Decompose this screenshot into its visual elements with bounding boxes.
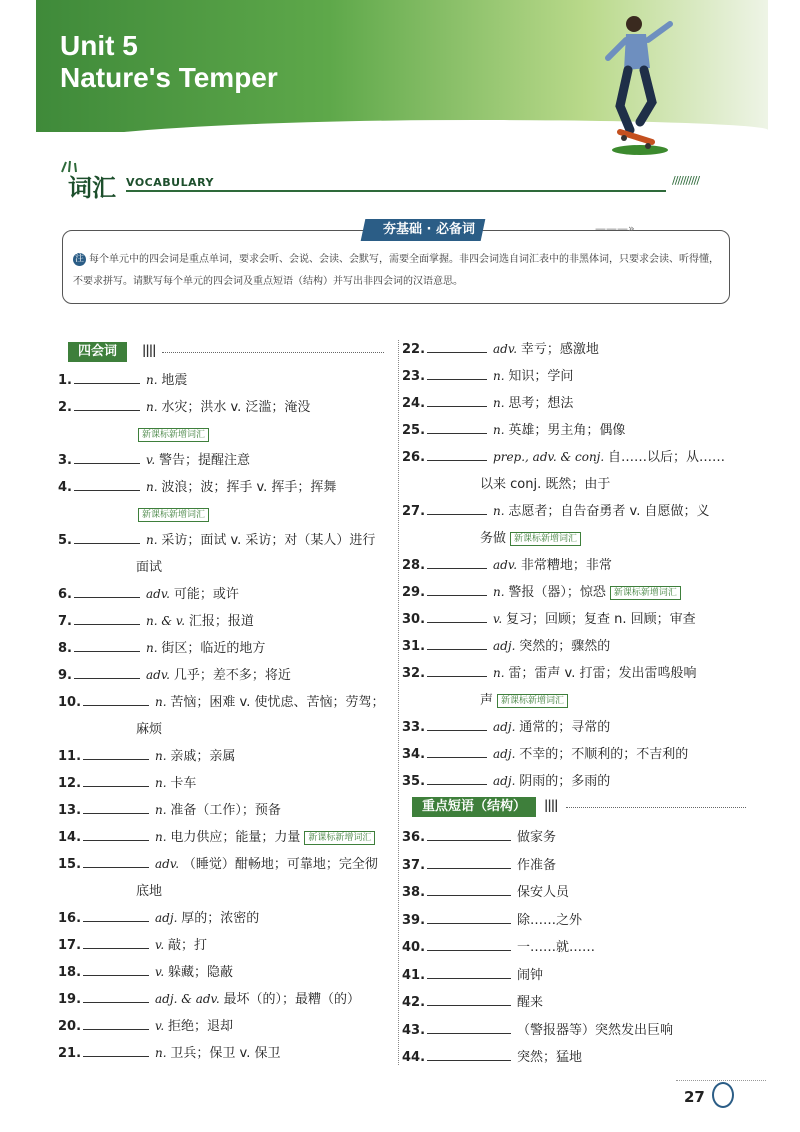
- answer-blank[interactable]: [427, 1019, 511, 1034]
- item-number: 31.: [402, 639, 426, 654]
- vocab-item-continued: [136, 554, 162, 581]
- phrase-meaning: 醒来: [517, 995, 544, 1010]
- phrase-meaning: （警报器等）突然发出巨响: [517, 1022, 674, 1038]
- new-vocabulary-tag: 新课标新增词汇: [304, 831, 375, 845]
- part-of-speech: adj. & adv.: [155, 992, 224, 1006]
- answer-blank[interactable]: [83, 934, 149, 949]
- part-of-speech: n.: [155, 776, 171, 790]
- phrase-item: [402, 824, 556, 851]
- item-number: 24.: [402, 396, 426, 411]
- item-number: 38.: [402, 885, 426, 900]
- vocab-item: [58, 824, 375, 851]
- answer-blank[interactable]: [427, 500, 487, 515]
- answer-blank[interactable]: [74, 369, 140, 384]
- answer-blank[interactable]: [427, 854, 511, 869]
- vocab-item: [402, 606, 696, 633]
- answer-blank[interactable]: [427, 392, 487, 407]
- meaning: 准备（工作）；预备: [170, 803, 281, 818]
- item-number: 14.: [58, 830, 82, 845]
- answer-blank[interactable]: [83, 907, 149, 922]
- part-of-speech: n.: [155, 749, 171, 763]
- phrase-meaning: 突然；猛地: [517, 1050, 583, 1065]
- answer-blank[interactable]: [427, 554, 487, 569]
- item-number: 13.: [58, 803, 82, 818]
- item-number: 11.: [58, 749, 82, 764]
- answer-blank[interactable]: [427, 991, 511, 1006]
- part-of-speech: n.: [145, 641, 162, 655]
- answer-blank[interactable]: [427, 635, 487, 650]
- vocab-item: [58, 608, 254, 635]
- unit-title: Nature's Temper: [60, 62, 278, 93]
- answer-blank[interactable]: [427, 881, 511, 896]
- meaning: 不幸的；不顺利的；不吉利的: [519, 747, 689, 762]
- phrase-meaning: 除……之外: [517, 912, 583, 928]
- phrase-meaning: 闹钟: [517, 967, 544, 983]
- part-of-speech: n.: [145, 533, 162, 547]
- vocabulary-header: [60, 160, 732, 200]
- part-of-speech: adv.: [145, 668, 174, 682]
- part-of-speech: adv.: [493, 558, 521, 572]
- vocab-item: [58, 932, 207, 959]
- meaning: 躲藏；隐蔽: [168, 965, 234, 980]
- part-of-speech: adv.: [155, 857, 183, 871]
- item-number: 26.: [402, 450, 426, 465]
- item-number: 8.: [58, 641, 72, 656]
- phrase-meaning: 做家务: [517, 830, 557, 845]
- new-vocabulary-tag: 新课标新增词汇: [497, 694, 568, 708]
- meaning: 阴雨的；多雨的: [519, 774, 611, 789]
- item-number: 44.: [402, 1050, 426, 1065]
- answer-blank[interactable]: [74, 476, 140, 491]
- part-of-speech: adv.: [493, 342, 521, 356]
- answer-blank[interactable]: [74, 664, 140, 679]
- vocab-item: [402, 714, 610, 741]
- meaning: 复习；回顾；复查 n. 回顾；审查: [506, 612, 696, 627]
- part-of-speech: adj.: [493, 747, 520, 761]
- vocab-item: [402, 336, 599, 363]
- vocab-item: [58, 367, 187, 394]
- meaning: 以来 conj. 既然；由于: [480, 477, 611, 492]
- part-of-speech: v.: [155, 1019, 169, 1033]
- vocab-item: [402, 363, 573, 390]
- item-number: 15.: [58, 857, 82, 872]
- vocab-item: [58, 581, 239, 608]
- meaning: 知识；学问: [508, 369, 574, 384]
- item-number: 33.: [402, 720, 426, 735]
- part-of-speech: n.: [493, 396, 509, 410]
- part-of-speech: n.: [155, 695, 171, 709]
- part-of-speech: prep., adv. & conj.: [493, 450, 609, 464]
- meaning: 英雄；男主角；偶像: [508, 423, 626, 438]
- new-vocabulary-tag: 新课标新增词汇: [510, 532, 581, 546]
- answer-blank[interactable]: [83, 745, 149, 760]
- meaning: 几乎；差不多；将近: [173, 668, 291, 683]
- meaning: 麻烦: [136, 722, 163, 737]
- instruction-body: 每个单元中的四会词是重点单词，要求会听、会说、会读、会默写，需要全面掌握。非四会词选自词汇表中的非黑体词，只要求会读、听得懂，不要求拼写。请默写每个单元的四会词及重点短语（结构）并写出非四会词的汉语意思。: [73, 254, 719, 287]
- item-number: 25.: [402, 423, 426, 438]
- vocab-item-continued: [136, 716, 162, 743]
- phrase-meaning: 作准备: [517, 857, 557, 873]
- part-of-speech: n.: [493, 369, 509, 383]
- answer-blank[interactable]: [83, 799, 149, 814]
- vocab-item: [402, 498, 709, 525]
- answer-blank[interactable]: [83, 691, 149, 706]
- item-number: 20.: [58, 1019, 82, 1034]
- vocabulary-label-en: VOCABULARY: [126, 176, 214, 189]
- meaning: 务做: [480, 531, 507, 546]
- phrase-meaning: 保安人员: [517, 885, 570, 900]
- part-of-speech: adj.: [493, 774, 520, 788]
- meaning: 水灾；洪水 v. 泛滥；淹没: [161, 400, 311, 415]
- meaning: 汇报；报道: [188, 614, 254, 629]
- part-of-speech: n.: [493, 504, 509, 518]
- part-of-speech: v.: [155, 965, 169, 979]
- item-number: 42.: [402, 995, 426, 1010]
- item-number: 12.: [58, 776, 82, 791]
- answer-blank[interactable]: [83, 961, 149, 976]
- part-of-speech: n. & v.: [145, 614, 189, 628]
- phrase-item: [402, 879, 569, 906]
- answer-blank[interactable]: [74, 610, 140, 625]
- note-tab: [361, 219, 486, 241]
- item-number: 23.: [402, 369, 426, 384]
- item-number: 18.: [58, 965, 82, 980]
- new-tag-row: [134, 501, 209, 528]
- vocabulary-rule: [126, 190, 666, 192]
- phrase-item: [402, 934, 595, 961]
- part-of-speech: n.: [155, 830, 171, 844]
- item-number: 5.: [58, 533, 72, 548]
- part-of-speech: n.: [493, 585, 509, 599]
- item-number: 41.: [402, 967, 426, 983]
- skateboarder-illustration: [590, 10, 680, 155]
- item-number: 7.: [58, 614, 72, 629]
- answer-blank[interactable]: [427, 419, 487, 434]
- meaning: 底地: [136, 884, 163, 899]
- answer-blank[interactable]: [427, 936, 511, 951]
- meaning: 地震: [161, 373, 188, 388]
- vocab-item: [402, 633, 610, 660]
- note-arrows: ———»: [595, 222, 635, 235]
- meaning: 街区；临近的地方: [161, 641, 266, 656]
- item-number: 28.: [402, 558, 426, 573]
- balloon-icon: [712, 1082, 734, 1108]
- item-number: 16.: [58, 911, 82, 926]
- vocab-item: [402, 660, 696, 687]
- answer-blank[interactable]: [427, 826, 511, 841]
- part-of-speech: n.: [145, 480, 162, 494]
- meaning: 波浪；波；挥手 v. 挥手；挥舞: [161, 480, 337, 495]
- vocab-item: [402, 552, 612, 579]
- part-of-speech: adj.: [493, 639, 520, 653]
- item-number: 21.: [58, 1046, 82, 1061]
- item-number: 34.: [402, 747, 426, 762]
- meaning: 声: [480, 693, 494, 708]
- meaning: 电力供应；能量；力量: [170, 830, 301, 845]
- instruction-box: [62, 222, 730, 304]
- part-of-speech: n.: [493, 423, 509, 437]
- answer-blank[interactable]: [74, 583, 140, 598]
- vocab-item: [402, 444, 725, 471]
- answer-blank[interactable]: [83, 1042, 149, 1057]
- section-dots: [162, 342, 384, 353]
- note-tab-label: 夯基础 · 必备词: [383, 222, 475, 237]
- answer-blank[interactable]: [427, 964, 511, 979]
- answer-blank[interactable]: [427, 446, 487, 461]
- new-vocabulary-tag: 新课标新增词汇: [610, 586, 681, 600]
- vocab-item: [58, 474, 336, 501]
- phrase-item: [402, 989, 543, 1016]
- item-number: 30.: [402, 612, 426, 627]
- meaning: 亲戚；亲属: [170, 749, 236, 764]
- phrase-item: [402, 1017, 673, 1044]
- answer-blank[interactable]: [83, 853, 149, 868]
- meaning: 卫兵；保卫 v. 保卫: [170, 1046, 281, 1061]
- vocab-item: [58, 743, 235, 770]
- answer-blank[interactable]: [427, 909, 511, 924]
- phrase-item: [402, 1044, 582, 1071]
- item-number: 32.: [402, 666, 426, 681]
- item-number: 10.: [58, 695, 82, 710]
- section-dots: [566, 797, 746, 808]
- vocab-item-continued: [480, 525, 581, 552]
- phrase-item: [402, 962, 543, 989]
- vocab-item: [58, 662, 291, 689]
- footer-rule: [676, 1080, 766, 1081]
- meaning: 面试: [136, 560, 163, 575]
- answer-blank[interactable]: [427, 581, 487, 596]
- meaning: 雷；雷声 v. 打雷；发出雷鸣般响: [508, 666, 697, 681]
- meaning: 通常的；寻常的: [519, 720, 611, 735]
- new-vocabulary-tag: 新课标新增词汇: [138, 428, 209, 442]
- item-number: 36.: [402, 830, 426, 845]
- vocab-item: [58, 986, 360, 1013]
- vocab-item: [58, 770, 196, 797]
- item-number: 4.: [58, 480, 72, 495]
- meaning: 警告；提醒注意: [158, 453, 250, 468]
- part-of-speech: v.: [155, 938, 169, 952]
- meaning: 警报（器）；惊恐: [508, 585, 606, 600]
- meaning: 苦恼；困难 v. 使忧虑、苦恼；劳驾；: [170, 695, 385, 710]
- vocab-item: [58, 447, 250, 474]
- vocab-item-continued: [136, 878, 162, 905]
- vocabulary-label-cn: 词汇: [68, 174, 116, 202]
- vocab-item: [58, 1013, 233, 1040]
- answer-blank[interactable]: [83, 1015, 149, 1030]
- item-number: 22.: [402, 342, 426, 357]
- answer-blank[interactable]: [74, 396, 140, 411]
- phrase-item: [402, 852, 556, 879]
- item-number: 35.: [402, 774, 426, 789]
- part-of-speech: n.: [155, 803, 171, 817]
- item-number: 19.: [58, 992, 82, 1007]
- answer-blank[interactable]: [427, 338, 487, 353]
- vocab-item: [402, 768, 610, 795]
- meaning: 幸亏；感激地: [520, 342, 599, 357]
- meaning: 最坏（的）；最糟（的）: [223, 992, 361, 1007]
- item-number: 2.: [58, 400, 72, 415]
- meaning: 思考；想法: [508, 396, 574, 411]
- page-number: 27: [684, 1088, 705, 1106]
- answer-blank[interactable]: [83, 826, 149, 841]
- item-number: 9.: [58, 668, 72, 683]
- new-tag-row: [134, 421, 209, 448]
- meaning: 志愿者；自告奋勇者 v. 自愿做；义: [508, 504, 710, 519]
- phrase-item: [402, 907, 582, 934]
- answer-blank[interactable]: [74, 449, 140, 464]
- answer-blank[interactable]: [74, 529, 140, 544]
- vocab-item: [58, 689, 384, 716]
- section-four-skill-words: 四会词: [68, 342, 127, 362]
- item-number: 37.: [402, 857, 426, 873]
- meaning: 突然的；骤然的: [519, 639, 611, 654]
- vocab-item-continued: [480, 687, 568, 714]
- vocab-item: [402, 579, 681, 606]
- item-number: 3.: [58, 453, 72, 468]
- item-number: 43.: [402, 1022, 426, 1038]
- meaning: 敲；打: [168, 938, 208, 953]
- answer-blank[interactable]: [427, 743, 487, 758]
- part-of-speech: adv.: [145, 587, 174, 601]
- section-bars: ||||: [142, 343, 156, 357]
- answer-blank[interactable]: [427, 608, 487, 623]
- item-number: 27.: [402, 504, 426, 519]
- section-key-phrases: 重点短语（结构）: [412, 797, 536, 817]
- answer-blank[interactable]: [427, 770, 487, 785]
- item-number: 39.: [402, 912, 426, 928]
- answer-blank[interactable]: [83, 988, 149, 1003]
- meaning: 自……以后；从……: [608, 450, 726, 465]
- meaning: 拒绝；退却: [168, 1019, 234, 1034]
- vocab-item: [402, 741, 688, 768]
- part-of-speech: v.: [493, 612, 507, 626]
- instruction-text: [73, 249, 723, 293]
- meaning: 采访；面试 v. 采访；对（某人）进行: [161, 533, 376, 548]
- item-number: 40.: [402, 940, 426, 955]
- vocab-item: [58, 1040, 280, 1067]
- meaning: 卡车: [170, 776, 197, 791]
- answer-blank[interactable]: [427, 365, 487, 380]
- phrase-meaning: 一……就……: [517, 940, 596, 955]
- vocab-item: [58, 394, 310, 421]
- vocab-item: [58, 635, 265, 662]
- new-vocabulary-tag: 新课标新增词汇: [138, 508, 209, 522]
- vocab-item: [58, 959, 233, 986]
- answer-blank[interactable]: [427, 716, 487, 731]
- vocab-item: [402, 417, 625, 444]
- item-number: 1.: [58, 373, 72, 388]
- vocab-item: [58, 797, 281, 824]
- meaning: 非常糟地；非常: [520, 558, 612, 573]
- vocab-item: [58, 527, 375, 554]
- meaning: 可能；或许: [173, 587, 239, 602]
- vocabulary-slashes: //////////: [672, 174, 700, 187]
- vocab-item-continued: [480, 471, 610, 498]
- vocab-item: [58, 851, 378, 878]
- section-bars: ||||: [544, 798, 558, 812]
- part-of-speech: adj.: [155, 911, 182, 925]
- part-of-speech: adj.: [493, 720, 520, 734]
- answer-blank[interactable]: [74, 637, 140, 652]
- part-of-speech: n.: [145, 373, 162, 387]
- meaning: （睡觉）酣畅地；可靠地；完全彻: [182, 857, 378, 872]
- column-divider: [398, 340, 399, 1065]
- vocab-item: [58, 905, 259, 932]
- unit-number: Unit 5: [60, 30, 138, 61]
- vocab-item: [402, 390, 573, 417]
- part-of-speech: n.: [155, 1046, 171, 1060]
- answer-blank[interactable]: [83, 772, 149, 787]
- answer-blank[interactable]: [427, 662, 487, 677]
- item-number: 17.: [58, 938, 82, 953]
- part-of-speech: n.: [493, 666, 509, 680]
- part-of-speech: n.: [145, 400, 162, 414]
- answer-blank[interactable]: [427, 1046, 511, 1061]
- item-number: 29.: [402, 585, 426, 600]
- meaning: 厚的；浓密的: [181, 911, 260, 926]
- item-number: 6.: [58, 587, 72, 602]
- part-of-speech: v.: [145, 453, 159, 467]
- note-icon: 注: [74, 253, 84, 264]
